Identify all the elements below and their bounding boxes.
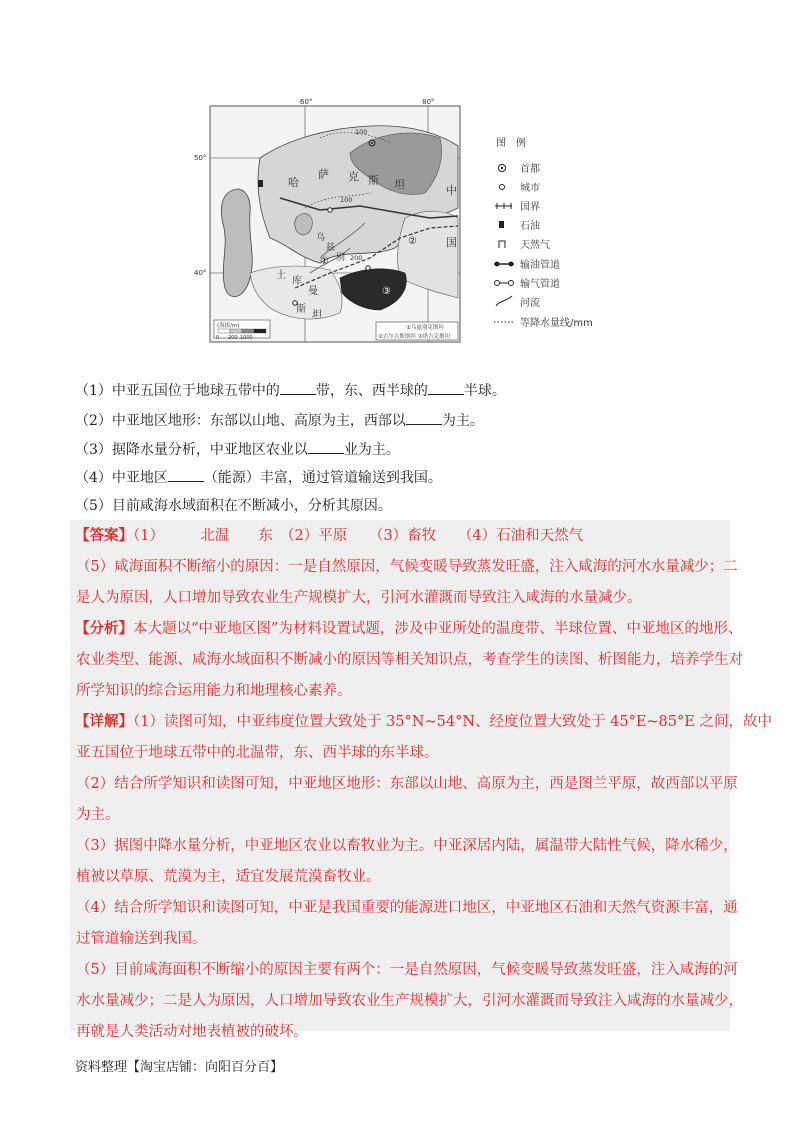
oil-symbol — [258, 180, 263, 187]
detail-tag: 【详解】 — [75, 713, 133, 730]
legend-label: 河流 — [520, 298, 540, 309]
scale-label: (海拔/m) — [217, 323, 240, 329]
question-5: （5）目前咸海水域面积在不断减小，分析其原因。 — [75, 498, 392, 514]
contour-label: 100 — [340, 196, 353, 204]
country-char: 曼 — [308, 286, 318, 297]
lon-label: 60° — [300, 98, 313, 106]
detail-line: （2）结合所学知识和读图可知，中亚地区地形：东部以山地、高原为主，西是图兰平原，故西部以平原 — [76, 776, 738, 792]
answer-blank — [406, 410, 442, 425]
country-char: 斯 — [368, 174, 379, 187]
country-char: 土 — [276, 270, 286, 281]
legend-label: 石油 — [520, 221, 540, 232]
answer-tag: 【答案】 — [75, 527, 133, 544]
legend-label: 等降水量线/mm — [520, 318, 593, 329]
answer-line: （5）咸海面积不断缩小的原因：一是自然原因，气候变暖导致蒸发旺盛，注入咸海的河水水量减少；二 — [76, 559, 738, 575]
detail-line: （3）据图中降水量分析，中亚地区农业以畜牧业为主。中亚深居内陆，属温带大陆性气候，降水稀少， — [76, 838, 738, 854]
lon-label: 80° — [422, 98, 435, 106]
map-note: ②吉尔吉斯斯坦 ③塔吉克斯坦 — [378, 334, 451, 340]
city-symbol — [366, 266, 370, 270]
detail-line: 亚五国位于地球五带中的北温带，东、西半球的东半球。 — [76, 745, 439, 761]
map-number: ② — [408, 236, 417, 247]
lat-label: 40° — [194, 269, 207, 277]
country-char: 国 — [446, 236, 457, 249]
answer-blank — [168, 467, 204, 482]
answer-blank — [308, 439, 344, 454]
central-asia-map — [194, 98, 620, 350]
scale-value: 200 — [228, 335, 238, 341]
detail-line: 为主。 — [76, 807, 120, 823]
country-char: 别 — [336, 253, 346, 263]
detail-line: 【详解】（1）读图可知，中亚纬度位置大致处于 35°N~54°N、经度位置大致处于 45°E~85°E 之间，故中 — [75, 713, 772, 730]
analysis-tag: 【分析】 — [75, 620, 133, 637]
country-char: 哈 — [288, 176, 299, 189]
detail-line: 再就是人类活动对地表植被的破坏。 — [76, 1024, 308, 1040]
country-char: 萨 — [318, 168, 329, 181]
legend-label: 城市 — [520, 183, 540, 194]
contour-label: 200 — [350, 254, 363, 262]
detail-line: 植被以草原、荒漠为主，适宜发展荒漠畜牧业。 — [76, 869, 381, 885]
map-legend — [494, 136, 593, 329]
legend-label: 输油管道 — [520, 260, 560, 271]
legend-label: 国界 — [520, 202, 540, 213]
answer-blank — [428, 380, 464, 395]
detail-line: （5）目前咸海面积不断缩小的原因主要有两个：一是自然原因，气候变暖导致蒸发旺盛，注入咸海的河 — [76, 962, 738, 978]
country-char: 乌 — [316, 233, 326, 243]
detail-line: 水水量减少；二是人为原因，人口增加导致农业生产规模扩大，引河水灌溉而导致注入咸海的水量减少， — [76, 993, 743, 1009]
contour-label: 100 — [355, 128, 368, 136]
detail-line: 过管道输送到我国。 — [76, 931, 207, 947]
legend-label: 天然气 — [520, 240, 550, 251]
country-char: 库 — [292, 276, 302, 287]
country-char: 坦 — [394, 178, 405, 191]
lat-label: 50° — [194, 154, 207, 162]
map-number: ① — [320, 256, 329, 267]
scale-value: 1000 — [240, 335, 253, 341]
question-2: （2）中亚地区地形：东部以山地、高原为主，西部以 为主。 — [75, 410, 484, 431]
analysis-line: 农业类型、能源、咸海水域面积不断减小的原因等相关知识点，考查学生的读图、析图能力，培养学生对 — [76, 652, 743, 668]
legend-label: 首都 — [520, 164, 540, 175]
country-char: 克 — [348, 170, 359, 183]
aral-sea — [295, 214, 313, 235]
question-4: （4）中亚地区 （能源）丰富，通过管道输送到我国。 — [75, 467, 442, 488]
answer-blank — [280, 380, 316, 395]
country-char: 兹 — [326, 243, 336, 253]
city-symbol — [328, 208, 332, 212]
detail-line: （4）结合所学知识和读图可知，中亚是我国重要的能源进口地区，中亚地区石油和天然气资源丰富，通 — [76, 900, 738, 916]
answer-line: 是人为原因，人口增加导致农业生产规模扩大，引河水灌溉而导致注入咸海的水量减少。 — [76, 590, 642, 606]
answer-line: 【答案】（1） 北温 东 （2）平原 （3）畜牧 （4）石油和天然气 — [75, 527, 584, 544]
scale-value: 0 — [216, 335, 220, 341]
country-char: 坦 — [312, 310, 322, 321]
footer-source: 资料整理【淘宝店铺：向阳百分百】 — [75, 1060, 284, 1075]
country-char: 中 — [446, 184, 457, 197]
analysis-line: 所学知识的综合运用能力和地理核心素养。 — [76, 683, 352, 699]
question-1: （1）中亚五国位于地球五带中的 带，东、西半球的 半球。 — [75, 380, 506, 401]
analysis-line: 【分析】本大题以“中亚地区图”为材料设置试题，涉及中亚所处的温度带、半球位置、中亚地区的地形、 — [75, 620, 743, 637]
map-number: ③ — [382, 286, 391, 297]
map-note: ①乌兹别克斯坦 — [406, 325, 444, 331]
question-3: （3）据降水量分析，中亚地区农业以 业为主。 — [75, 439, 400, 460]
country-char: 斯 — [296, 304, 306, 315]
caspian-sea — [221, 189, 252, 297]
legend-title: 图 例 — [496, 138, 526, 149]
legend-label: 输气管道 — [520, 279, 560, 290]
